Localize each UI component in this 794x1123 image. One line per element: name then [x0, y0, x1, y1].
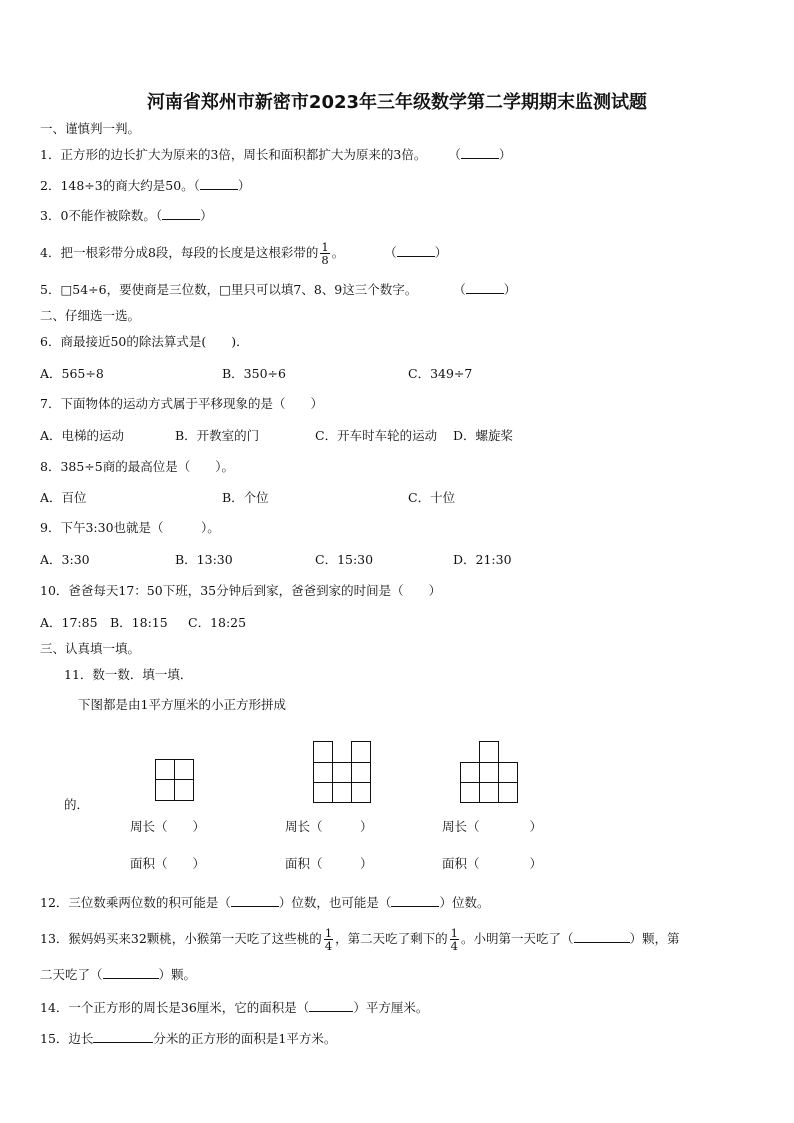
- answer-blank[interactable]: [461, 148, 499, 159]
- option-a[interactable]: A．百位: [40, 490, 87, 505]
- section-heading-3: 三、认真填一填。: [40, 641, 141, 656]
- answer-blank[interactable]: [103, 968, 159, 979]
- option-c[interactable]: C．349÷7: [408, 366, 473, 381]
- figure-3-perimeter[interactable]: 周长（ ）: [442, 819, 543, 834]
- answer-blank[interactable]: [231, 896, 279, 907]
- square-figure-3: [460, 741, 520, 803]
- option-c[interactable]: C．18:25: [188, 615, 247, 630]
- figure-1-perimeter[interactable]: 周长（ ）: [130, 819, 206, 834]
- page-title: 河南省郑州市新密市2023年三年级数学第二学期期末监测试题: [146, 92, 648, 113]
- option-d[interactable]: D．21:30: [453, 552, 512, 567]
- question-3: 3．0不能作被除数。（ ）: [40, 208, 213, 223]
- question-11-de: 的．: [64, 797, 90, 812]
- option-b[interactable]: B．350÷6: [222, 366, 286, 381]
- option-a[interactable]: A．565÷8: [40, 366, 104, 381]
- question-9: 9．下午3:30也就是（ ）。: [40, 520, 220, 535]
- option-b[interactable]: B．个位: [222, 490, 269, 505]
- figure-2-perimeter[interactable]: 周长（ ）: [285, 819, 373, 834]
- question-11-description: 下图都是由1平方厘米的小正方形拼成: [78, 697, 286, 712]
- answer-blank[interactable]: [391, 896, 439, 907]
- question-14: 14．一个正方形的周长是36厘米，它的面积是（ ）平方厘米。: [40, 1000, 429, 1015]
- question-11: 11．数一数．填一填．: [64, 667, 193, 682]
- option-c[interactable]: C．15:30: [315, 552, 374, 567]
- question-10: 10．爸爸每天17：50下班，35分钟后到家，爸爸到家的时间是（ ）: [40, 583, 442, 598]
- answer-blank[interactable]: [574, 932, 630, 943]
- fraction-1-4: $\frac{1}{4}$: [324, 926, 333, 953]
- square-figure-1: [155, 759, 195, 801]
- question-5: 5．□54÷6，要使商是三位数，□里只可以填7、8、9这三个数字。 （ ）: [40, 282, 517, 297]
- question-6: 6．商最接近50的除法算式是( )．: [40, 334, 249, 349]
- question-2: 2．148÷3的商大约是50。（ ）: [40, 178, 251, 193]
- fraction-1-4: $\frac{1}{4}$: [450, 926, 458, 953]
- question-7: 7．下面物体的运动方式属于平移现象的是（ ）: [40, 396, 323, 411]
- fraction-1-8: $\frac{1}{8}$: [321, 240, 329, 267]
- answer-blank[interactable]: [466, 283, 504, 294]
- figure-1-area[interactable]: 面积（ ）: [130, 856, 206, 871]
- question-12: 12．三位数乘两位数的积可能是（ ）位数，也可能是（ ）位数。: [40, 895, 490, 910]
- question-4: 4．把一根彩带分成8段，每段的长度是这根彩带的 $\frac{1}{8}$ 。 （ ）: [40, 240, 448, 267]
- question-text: 1．正方形的边长扩大为原来的3倍，周长和面积都扩大为原来的3倍。: [40, 147, 427, 162]
- option-a[interactable]: A．电梯的运动: [40, 428, 125, 443]
- option-c[interactable]: C．开车时车轮的运动: [315, 428, 438, 443]
- option-a[interactable]: A．3:30: [40, 552, 90, 567]
- question-13-cont: 二天吃了（ ）颗。: [40, 967, 197, 982]
- option-b[interactable]: B．开教室的门: [175, 428, 260, 443]
- section-heading-2: 二、仔细选一选。: [40, 308, 141, 323]
- figure-3-area[interactable]: 面积（ ）: [442, 856, 543, 871]
- answer-blank[interactable]: [200, 179, 238, 190]
- figure-2-area[interactable]: 面积（ ）: [285, 856, 373, 871]
- option-a[interactable]: A．17:85: [40, 615, 98, 630]
- question-1: 1．正方形的边长扩大为原来的3倍，周长和面积都扩大为原来的3倍。 （ ）: [40, 147, 512, 162]
- question-13: 13．猴妈妈买来32颗桃，小猴第一天吃了这些桃的 $\frac{1}{4}$ ，第二天吃了剩下的 $\frac{1}{4}$ 。小明第一天吃了（ ）颗，第: [40, 926, 680, 953]
- answer-blank[interactable]: [162, 209, 200, 220]
- option-b[interactable]: B．18:15: [110, 615, 168, 630]
- option-d[interactable]: D．螺旋桨: [453, 428, 514, 443]
- square-figure-2: [313, 741, 373, 803]
- section-heading-1: 一、谨慎判一判。: [40, 121, 141, 136]
- answer-blank[interactable]: [397, 246, 435, 257]
- option-c[interactable]: C．十位: [408, 490, 456, 505]
- question-8: 8．385÷5商的最高位是（ ）。: [40, 459, 234, 474]
- answer-blank[interactable]: [309, 1001, 353, 1012]
- answer-blank[interactable]: [93, 1032, 153, 1043]
- question-15: 15．边长 分米的正方形的面积是1平方米。: [40, 1031, 337, 1046]
- option-b[interactable]: B．13:30: [175, 552, 233, 567]
